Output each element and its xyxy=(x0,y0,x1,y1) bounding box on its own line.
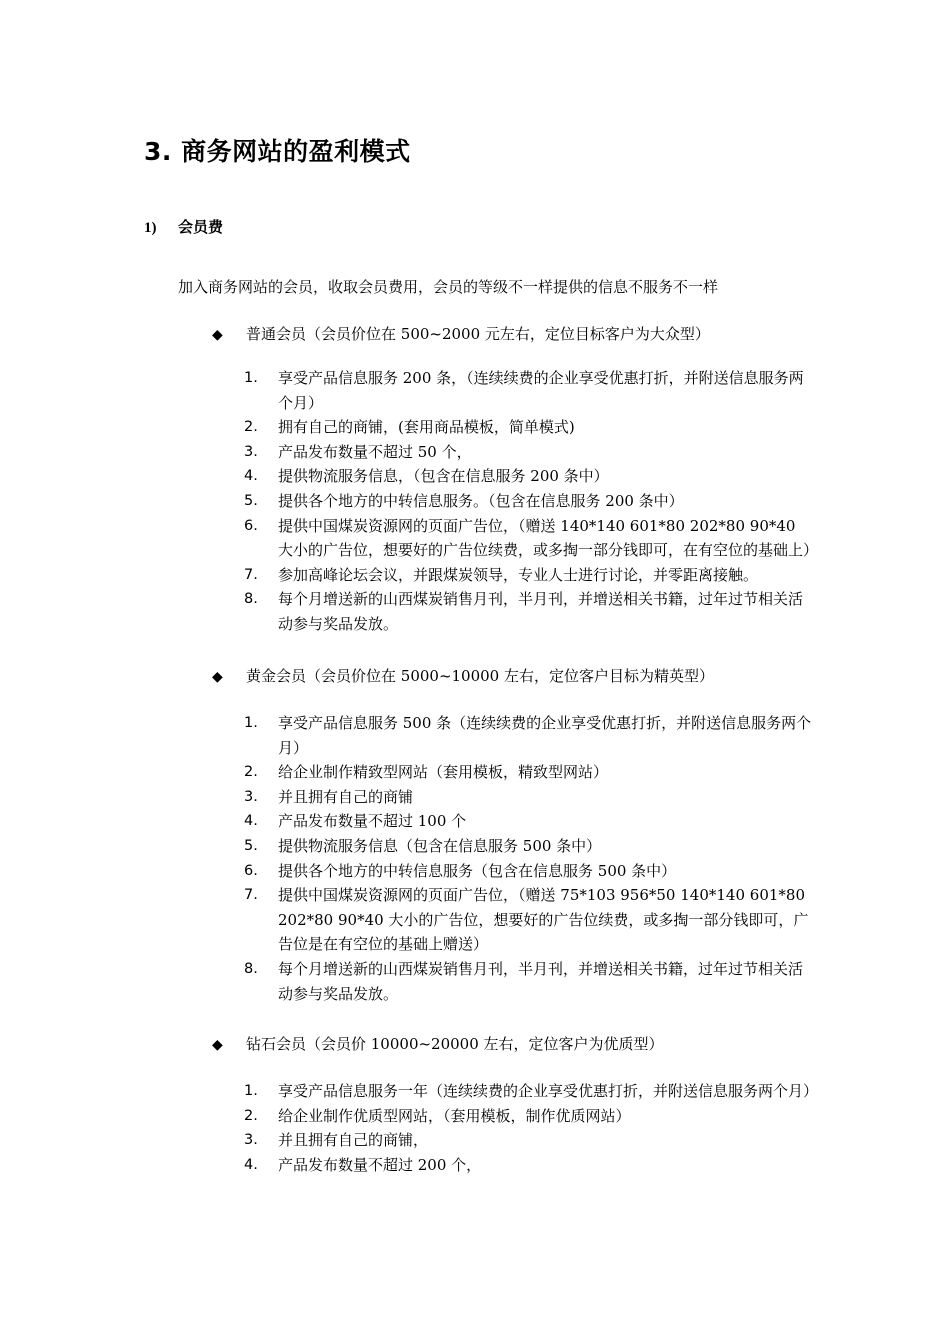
list-item-number: 7. xyxy=(244,566,258,583)
list-item-text: 享受产品信息服务 500 条（连续续费的企业享受优惠打折，并附送信息服务两个月） xyxy=(278,714,812,757)
tier-title: 普通会员（会员价位在 500~2000 元左右，定位目标客户为大众型） xyxy=(246,325,710,343)
list-item-text: 并且拥有自己的商铺 xyxy=(278,787,414,806)
list-item-number: 5. xyxy=(244,492,258,509)
list-item-number: 1. xyxy=(244,1083,258,1099)
list-item xyxy=(244,834,814,859)
list-item-text: 提供各个地方的中转信息服务。（包含在信息服务 200 条中） xyxy=(278,491,684,510)
intro-paragraph: 加入商务网站的会员，收取会员费用，会员的等级不一样提供的信息不服务不一样 xyxy=(178,278,719,296)
list-item-number: 3. xyxy=(244,1132,258,1149)
list-item xyxy=(244,711,814,760)
list-item-text: 并且拥有自己的商铺， xyxy=(278,1131,429,1150)
list-item-text: 给企业制作优质型网站，（套用模板，制作优质网站） xyxy=(278,1106,631,1125)
list-item-number: 3. xyxy=(244,443,258,460)
diamond-bullet-icon: ◆ xyxy=(212,327,223,343)
benefit-list-gold xyxy=(244,711,814,1006)
benefit-list-diamond xyxy=(244,1079,819,1177)
list-item xyxy=(244,415,814,440)
list-item-text: 产品发布数量不超过 50 个， xyxy=(278,442,472,461)
list-item-text: 提供中国煤炭资源网的页面广告位，（赠送 75*103 956*50 140*140 601*80 202*80 90*40 大小的广告位，想要好的广告位续费，或多掏一部分钱即可，广告位是在有空位的基础上赠送） xyxy=(278,886,809,954)
list-item-number: 8. xyxy=(244,960,258,977)
list-item-number: 7. xyxy=(244,887,258,904)
list-item-number: 4. xyxy=(244,468,258,485)
list-item-text: 享受产品信息服务一年（连续续费的企业享受优惠打折，并附送信息服务两个月） xyxy=(278,1082,819,1100)
list-item-number: 1. xyxy=(244,370,258,386)
subsection-number: 1) xyxy=(144,220,157,236)
subsection-label: 会员费 xyxy=(178,218,224,236)
list-item xyxy=(244,514,819,563)
list-item xyxy=(244,809,814,834)
list-item xyxy=(244,1128,814,1153)
list-item xyxy=(244,440,814,465)
list-item-text: 提供物流服务信息，（包含在信息服务 200 条中） xyxy=(278,467,609,486)
list-item-text: 产品发布数量不超过 100 个 xyxy=(278,812,467,831)
list-item-number: 2. xyxy=(244,419,258,436)
list-item-number: 2. xyxy=(244,1107,258,1124)
list-item xyxy=(244,859,814,884)
membership-tier-diamond xyxy=(212,1033,664,1054)
list-item-text: 参加高峰论坛会议，并跟煤炭领导，专业人士进行讨论，并零距离接触。 xyxy=(278,565,759,584)
list-item-number: 6. xyxy=(244,862,258,879)
list-item-number: 1. xyxy=(244,715,258,731)
list-item-text: 提供中国煤炭资源网的页面广告位，（赠送 140*140 601*80 202*80 90*40 大小的广告位，想要好的广告位续费，或多掏一部分钱即可，在有空位的基础上） xyxy=(278,516,819,560)
list-item-text: 给企业制作精致型网站（套用模板，精致型网站） xyxy=(278,763,609,782)
membership-tier-ordinary xyxy=(212,323,710,344)
list-item-number: 8. xyxy=(244,591,258,608)
list-item-text: 拥有自己的商铺，(套用商品模板，简单模式) xyxy=(278,418,575,437)
list-item-text: 提供各个地方的中转信息服务（包含在信息服务 500 条中） xyxy=(278,861,677,880)
list-item xyxy=(244,1153,814,1178)
section-heading: 3. 商务网站的盈利模式 xyxy=(144,137,411,166)
membership-tier-gold xyxy=(212,665,714,686)
benefit-list-ordinary xyxy=(244,366,819,637)
list-item xyxy=(244,464,814,489)
list-item-text: 提供物流服务信息（包含在信息服务 500 条中） xyxy=(278,836,602,855)
list-item xyxy=(244,760,814,785)
tier-title: 钻石会员（会员价 10000~20000 左右，定位客户为优质型） xyxy=(246,1035,664,1053)
list-item xyxy=(244,883,814,957)
diamond-bullet-icon: ◆ xyxy=(212,669,223,685)
list-item-number: 2. xyxy=(244,764,258,781)
list-item xyxy=(244,1104,814,1129)
tier-title: 黄金会员（会员价位在 5000~10000 左右，定位客户目标为精英型） xyxy=(246,667,714,685)
list-item-number: 5. xyxy=(244,837,258,854)
list-item-text: 产品发布数量不超过 200 个， xyxy=(278,1155,482,1174)
list-item xyxy=(244,366,814,415)
list-item xyxy=(244,1079,819,1104)
list-item-number: 6. xyxy=(244,517,258,534)
list-item xyxy=(244,785,814,810)
list-item xyxy=(244,957,814,1006)
list-item-number: 4. xyxy=(244,813,258,830)
list-item-number: 3. xyxy=(244,788,258,805)
list-item xyxy=(244,489,814,514)
list-item xyxy=(244,587,814,636)
list-item-text: 享受产品信息服务 200 条，（连续续费的企业享受优惠打折，并附送信息服务两个月） xyxy=(278,369,804,412)
list-item-text: 每个月增送新的山西煤炭销售月刊，半月刊，并增送相关书籍，过年过节相关活动参与奖品发放。 xyxy=(278,590,804,633)
subsection-heading xyxy=(144,216,223,237)
diamond-bullet-icon: ◆ xyxy=(212,1037,223,1053)
list-item xyxy=(244,563,814,588)
list-item-text: 每个月增送新的山西煤炭销售月刊，半月刊，并增送相关书籍，过年过节相关活动参与奖品发放。 xyxy=(278,959,804,1003)
list-item-number: 4. xyxy=(244,1156,258,1173)
